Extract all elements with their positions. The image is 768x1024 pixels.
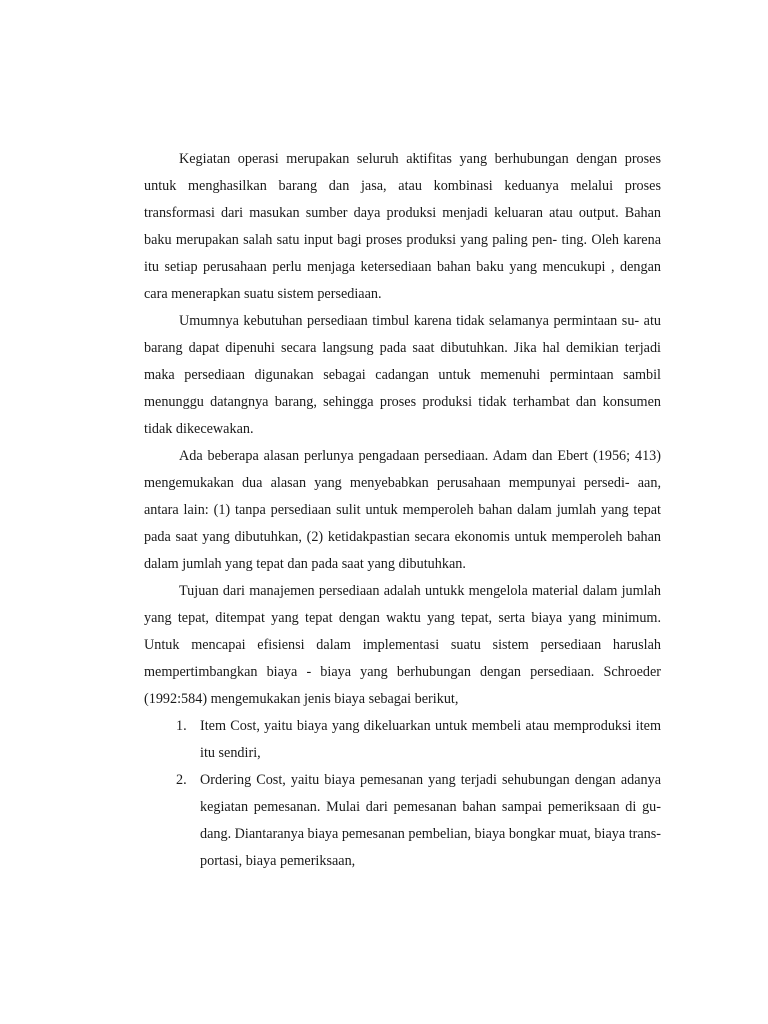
cost-types-list — [144, 713, 661, 875]
list-item-text: Item Cost, yaitu biaya yang dikeluarkan untuk membeli atau memproduksi item itu sendiri, — [200, 718, 661, 761]
paragraph-kegiatan-operasi: Kegiatan operasi merupakan seluruh aktifitas yang berhubungan dengan proses untuk menghasilkan barang dan jasa, atau kombinasi keduanya melalui proses transformasi dari masukan sumber daya produksi menjadi keluaran atau output. Bahan baku merupakan salah satu input bagi proses produksi yang paling pen- ting. Oleh karena itu setiap perusahaan perlu menjaga ketersediaan bahan baku yang mencukupi , dengan cara menerapkan suatu sistem persediaan. — [144, 151, 661, 302]
paragraph-alasan-persediaan: Ada beberapa alasan perlunya pengadaan persediaan. Adam dan Ebert (1956; 413) mengemukakan dua alasan yang menyebabkan perusahaan mempunyai persedi- aan, antara lain: (1) tanpa persediaan sulit untuk memperoleh bahan dalam jumlah yang tepat pada saat yang dibutuhkan, (2) ketidakpastian secara ekonomis untuk memperoleh bahan dalam jumlah yang tepat dan pada saat yang dibutuhkan. — [144, 448, 661, 572]
list-item-ordering-cost — [144, 767, 661, 875]
paragraph-kebutuhan-persediaan: Umumnya kebutuhan persediaan timbul karena tidak selamanya permintaan su- atu barang dapat dipenuhi secara langsung pada saat dibutuhkan. Jika hal demikian terjadi maka persediaan digunakan sebagai cadangan untuk memenuhi permintaan sambil menunggu datangnya barang, sehingga proses produksi tidak terhambat dan konsumen tidak dikecewakan. — [144, 313, 661, 437]
list-item-number: 1. — [176, 718, 187, 734]
list-item-number: 2. — [176, 772, 187, 788]
list-item-text: Ordering Cost, yaitu biaya pemesanan yang terjadi sehubungan dengan adanya kegiatan pemesanan. Mulai dari pemesanan bahan sampai pemeriksaan di gu- dang. Diantaranya biaya pemesanan pembelian, biaya bongkar muat, biaya trans- portasi, biaya pemeriksaan, — [200, 772, 661, 869]
paragraph-tujuan-manajemen: Tujuan dari manajemen persediaan adalah untukk mengelola material dalam jumlah yang tepat, ditempat yang tepat dengan waktu yang tepat, serta biaya yang minimum. Untuk mencapai efisiensi dalam implementasi suatu sistem persediaan haruslah mempertimbangkan biaya - biaya yang berhubungan dengan persediaan. Schroeder (1992:584) mengemukakan jenis biaya sebagai berikut, — [144, 583, 661, 707]
list-item-item-cost — [144, 713, 661, 767]
document-page — [144, 146, 661, 875]
